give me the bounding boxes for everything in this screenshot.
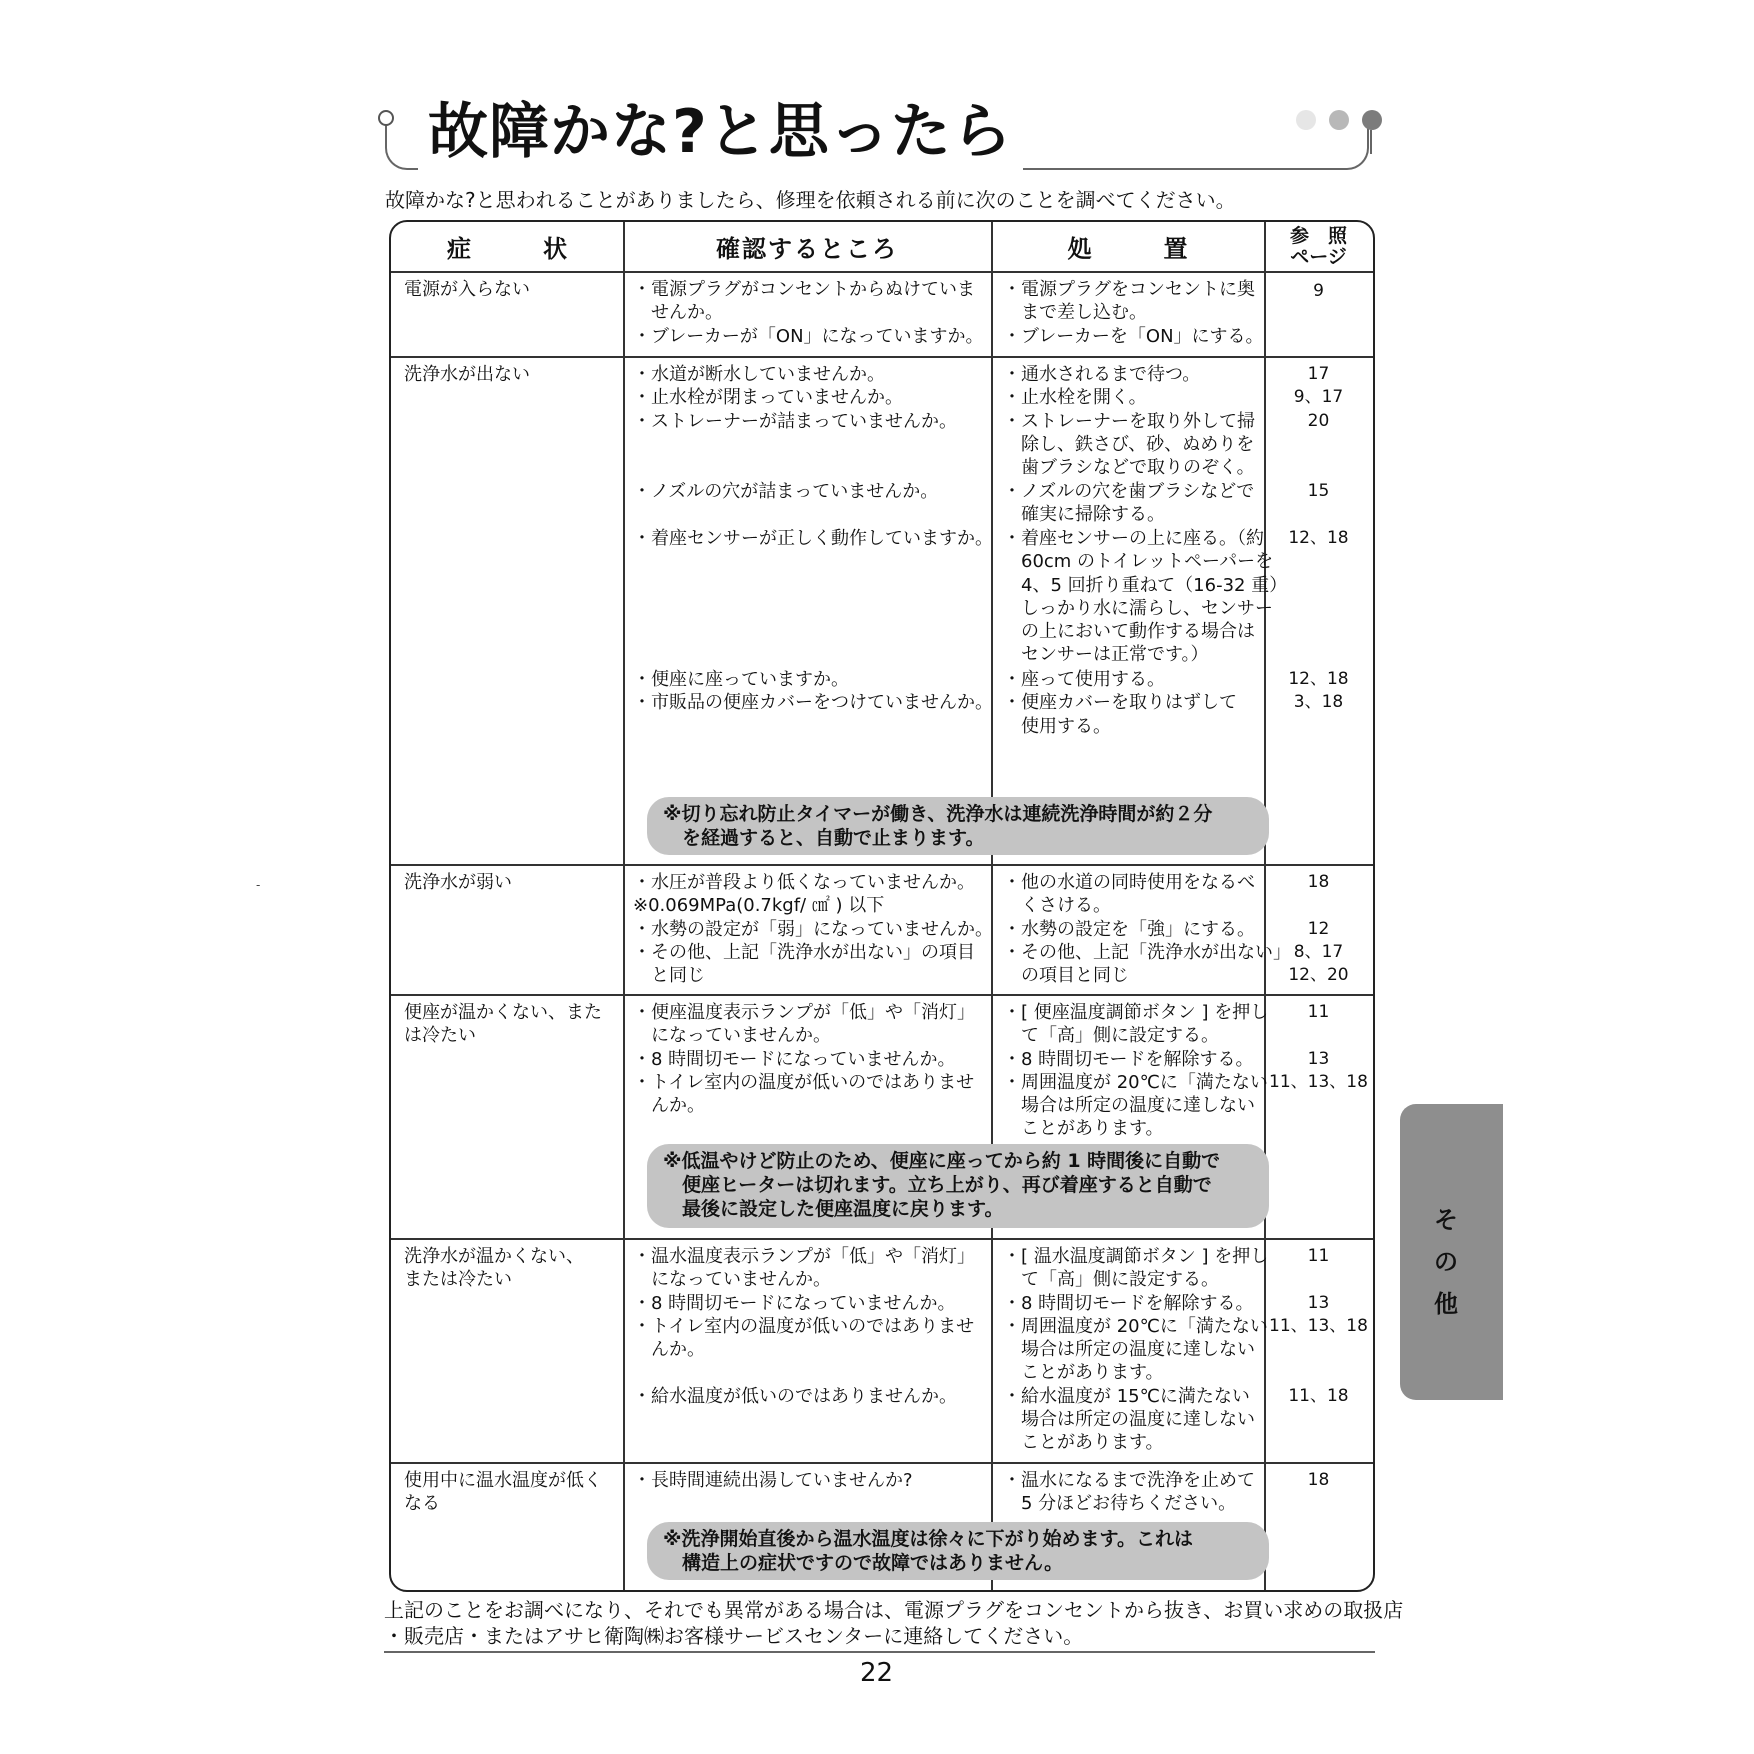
ref-page-cell: 17 9、17 20: [1293, 364, 1344, 431]
row-divider: [391, 864, 1373, 866]
intro-text: 故障かな?と思われることがありましたら、修理を依頼される前に次のことを調べてください。: [385, 188, 1236, 212]
footer-note: 上記のことをお調べになり、それでも異常がある場合は、電源プラグをコンセントから抜き、お買い求めの取扱店 ・販売店・またはアサヒ衛陶㈱お客様サービスセンターに連絡してください。: [384, 1598, 1404, 1648]
header-dot-dark: [1362, 110, 1382, 130]
action-cell: ・座って使用する。 ・便座カバーを取りはずして 使用する。: [1003, 669, 1237, 737]
check-cell: ・便座温度表示ランプが「低」や「消灯」 になっていませんか。 ・8 時間切モードになっていませんか。 ・トイレ室内の温度が低いのではありませ んか。: [633, 1002, 975, 1117]
action-cell: ・[ 温水温度調節ボタン ] を押し て「高」側に設定する。 ・8 時間切モードを解除する。 ・周囲温度が 20℃に「満たない 場合は所定の温度に達しない ことがあります。 ・給水温度が 15℃に満たない 場合は所定の温度に達しない ことがあります。: [1003, 1246, 1269, 1454]
footer-divider: [384, 1651, 1375, 1653]
check-cell: ・長時間連続出湯していませんか?: [633, 1470, 913, 1491]
ref-page-cell: 11 13 11、13、18 11、18: [1269, 1246, 1368, 1406]
symptom-cell: 電源が入らない: [404, 279, 530, 300]
header-action: 処 置: [1067, 235, 1188, 263]
action-cell: ・温水になるまで洗浄を止めて 5 分ほどお待ちください。: [1003, 1470, 1255, 1515]
page-title: 故障かな?と思ったら: [418, 92, 1023, 172]
action-cell: ・ノズルの穴を歯ブラシなどで 確実に掃除する。: [1003, 481, 1255, 526]
margin-mark: -: [256, 878, 261, 892]
action-cell: ・着座センサーの上に座る。（約 60cm のトイレットペーパーを 4、5 回折り重ねて（16-32 重） しっかり水に濡らし、センサー の上において動作する場合は センサーは正常です。）: [1003, 528, 1288, 666]
action-cell: ・電源プラグをコンセントに奥 まで差し込む。 ・ブレーカーを「ON」にする。: [1003, 279, 1264, 347]
row-divider: [391, 1238, 1373, 1240]
header-symptom: 症 状: [447, 235, 567, 263]
ref-page-cell: 18 12 8、17 12、20: [1288, 872, 1349, 986]
row-divider: [391, 271, 1373, 273]
section-tab-other: [1400, 1104, 1503, 1400]
note-low-temp-burn: ※低温やけど防止のため、便座に座ってから約 1 時間後に自動で 便座ヒーターは切れます。立ち上がり、再び着座すると自動で 最後に設定した便座温度に戻ります。: [647, 1144, 1269, 1228]
row-divider: [391, 356, 1373, 358]
side-tab-char: そ: [1434, 1206, 1458, 1234]
symptom-cell: 使用中に温水温度が低く なる: [404, 1470, 602, 1515]
side-tab-char: の: [1434, 1248, 1458, 1276]
symptom-cell: 洗浄水が出ない: [404, 364, 530, 385]
column-divider: [623, 222, 625, 1590]
ref-page-cell: 12、18: [1288, 528, 1349, 548]
header-dot-mid: [1329, 110, 1349, 130]
note-auto-stop-timer: ※切り忘れ防止タイマーが働き、洗浄水は連続洗浄時間が約２分 を経過すると、自動で止まります。: [647, 797, 1269, 855]
check-cell: ・電源プラグがコンセントからぬけていま せんか。 ・ブレーカーが「ON」になっていますか。: [633, 279, 984, 347]
check-cell: ・着座センサーが正しく動作していますか。: [633, 528, 993, 549]
row-divider: [391, 1462, 1373, 1464]
ref-page-cell: 9: [1313, 281, 1324, 301]
row-divider: [391, 994, 1373, 996]
ref-page-cell: 11 13 11、13、18: [1269, 1002, 1368, 1092]
action-cell: ・[ 便座温度調節ボタン ] を押し て「高」側に設定する。 ・8 時間切モードを解除する。 ・周囲温度が 20℃に「満たない 場合は所定の温度に達しない ことがあります。: [1003, 1002, 1269, 1140]
header-ref-page: 参 照 ページ: [1289, 225, 1347, 268]
check-cell: ・温水温度表示ランプが「低」や「消灯」 になっていませんか。 ・8 時間切モードになっていませんか。 ・トイレ室内の温度が低いのではありませ んか。 ・給水温度が低いのではありませんか。: [633, 1246, 975, 1407]
header-check: 確認するところ: [716, 235, 898, 263]
check-cell: ・ノズルの穴が詰まっていませんか。: [633, 481, 939, 502]
check-cell: ・便座に座っていますか。 ・市販品の便座カバーをつけていませんか。: [633, 669, 993, 714]
side-tab-char: 他: [1434, 1290, 1458, 1318]
check-cell: ・水圧が普段より低くなっていませんか。 ※0.069MPa(0.7kgf/ ㎠ ) 以下 ・水勢の設定が「弱」になっていませんか。 ・その他、上記「洗浄水が出ない」の項目 と同じ: [633, 872, 993, 987]
action-cell: ・通水されるまで待つ。 ・止水栓を開く。 ・ストレーナーを取り外して掃 除し、鉄さび、砂、ぬめりを 歯ブラシなどで取りのぞく。: [1003, 364, 1255, 479]
ref-page-cell: 12、18 3、18: [1288, 669, 1349, 713]
ref-page-cell: 15: [1307, 481, 1330, 501]
ref-page-cell: 18: [1307, 1470, 1330, 1490]
action-cell: ・他の水道の同時使用をなるべ くさける。 ・水勢の設定を「強」にする。 ・その他、上記「洗浄水が出ない」 の項目と同じ: [1003, 872, 1291, 987]
symptom-cell: 洗浄水が弱い: [404, 872, 512, 893]
symptom-cell: 便座が温かくない、また は冷たい: [404, 1002, 602, 1047]
title-bracket-dot: [378, 110, 394, 126]
header-dot-light: [1296, 110, 1316, 130]
page-number: 22: [860, 1658, 894, 1688]
symptom-cell: 洗浄水が温かくない、 または冷たい: [404, 1246, 584, 1291]
check-cell: ・水道が断水していませんか。 ・止水栓が閉まっていませんか。 ・ストレーナーが詰まっていませんか。: [633, 364, 957, 432]
troubleshooting-table: [389, 220, 1375, 1592]
note-water-temp-drop: ※洗浄開始直後から温水温度は徐々に下がり始めます。これは 構造上の症状ですので故障ではありません。: [647, 1522, 1269, 1580]
